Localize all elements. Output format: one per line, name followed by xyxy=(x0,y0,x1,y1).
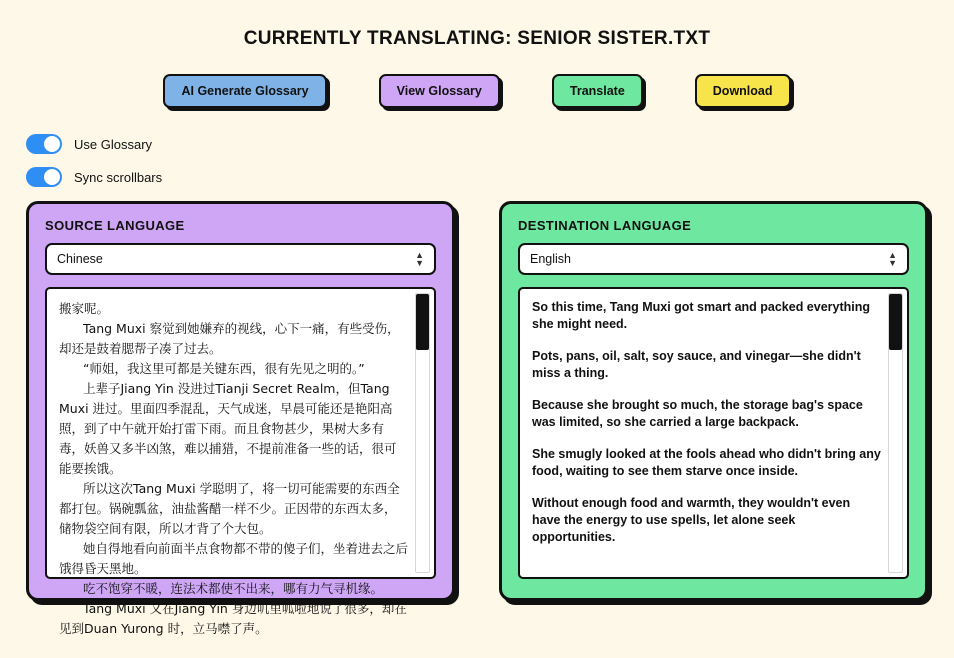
source-paragraph: Tang Muxi 又在Jiang Yin 身边叽里呱啦地说了很多，却在见到Duan Yurong 时，立马噤了声。 xyxy=(59,601,407,636)
sync-scrollbars-label: Sync scrollbars xyxy=(74,169,163,185)
use-glossary-label: Use Glossary xyxy=(74,136,153,152)
source-paragraph: 搬家呢。 xyxy=(59,301,110,316)
ai-generate-glossary-button[interactable]: AI Generate Glossary xyxy=(163,74,326,108)
source-paragraph: 所以这次Tang Muxi 学聪明了，将一切可能需要的东西全都打包。锅碗瓢盆，油盐酱醋一样不少。正因带的东西太多，储物袋空间有限，所以才背了个大包。 xyxy=(59,481,400,536)
toggle-knob xyxy=(44,169,60,185)
destination-language-value: English xyxy=(530,252,571,266)
destination-scrollbar-thumb[interactable] xyxy=(889,294,902,350)
use-glossary-toggle[interactable] xyxy=(26,134,62,154)
sync-scrollbars-toggle[interactable] xyxy=(26,167,62,187)
dest-paragraph: Without enough food and warmth, they wouldn't even have the energy to use spells, let alone seek opportunities. xyxy=(532,496,851,544)
dest-panel-heading: DESTINATION LANGUAGE xyxy=(518,218,692,233)
source-panel-heading: SOURCE LANGUAGE xyxy=(45,218,185,233)
source-language-value: Chinese xyxy=(57,252,103,266)
download-button[interactable]: Download xyxy=(695,74,791,108)
destination-language-select[interactable] xyxy=(518,243,909,275)
toggle-group xyxy=(26,134,954,187)
dest-paragraph: Because she brought so much, the storage bag's space was limited, so she carried a large backpack. xyxy=(532,398,863,429)
destination-scrollbar[interactable] xyxy=(888,293,903,573)
destination-text-area[interactable] xyxy=(518,287,909,579)
dest-paragraph: Pots, pans, oil, salt, soy sauce, and vinegar—she didn't miss a thing. xyxy=(532,349,861,380)
view-glossary-button[interactable]: View Glossary xyxy=(379,74,500,108)
dest-paragraph: So this time, Tang Muxi got smart and packed everything she might need. xyxy=(532,300,871,331)
chevron-updown-icon: ▲ ▼ xyxy=(415,250,424,268)
source-scrollbar-thumb[interactable] xyxy=(416,294,429,350)
translate-button[interactable]: Translate xyxy=(552,74,643,108)
source-paragraph: 她自得地看向前面半点食物都不带的傻子们，坐着进去之后饿得昏天黑地。 xyxy=(59,541,409,576)
page-title: CURRENTLY TRANSLATING: SENIOR SISTER.TXT xyxy=(243,28,711,49)
source-text-content xyxy=(47,289,434,636)
source-scrollbar[interactable] xyxy=(415,293,430,573)
source-paragraph: “师姐，我这里可都是关键东西，很有先见之明的。” xyxy=(83,361,365,376)
source-paragraph: 吃不饱穿不暖，连法术都使不出来，哪有力气寻机缘。 xyxy=(83,581,384,596)
destination-language-panel xyxy=(499,201,928,601)
dest-paragraph: She smugly looked at the fools ahead who didn't bring any food, waiting to see them starve once inside. xyxy=(532,447,881,478)
source-language-panel xyxy=(26,201,455,636)
toggle-knob xyxy=(44,136,60,152)
destination-text-content xyxy=(520,289,907,577)
source-text-area[interactable] xyxy=(45,287,436,636)
toggle-row-sync-scrollbars xyxy=(26,167,954,187)
toolbar xyxy=(0,74,954,108)
toggle-row-use-glossary xyxy=(26,134,954,154)
source-paragraph: Tang Muxi 察觉到她嫌弃的视线，心下一痛，有些受伤，却还是鼓着腮帮子凑了过去。 xyxy=(59,321,400,356)
chevron-updown-icon: ▲ ▼ xyxy=(888,250,897,268)
source-paragraph: 上辈子Jiang Yin 没进过Tianji Secret Realm，但Tang Muxi 进过。里面四季混乱，天气成迷，早晨可能还是艳阳高照，到了中午就开始打雷下雨。而且食物甚少，果树大多有毒，妖兽又多半凶煞，难以捕猎，不提前准备一些的话，很可能要挨饿。 xyxy=(59,381,397,476)
panels-container xyxy=(26,201,928,636)
source-language-select[interactable] xyxy=(45,243,436,275)
